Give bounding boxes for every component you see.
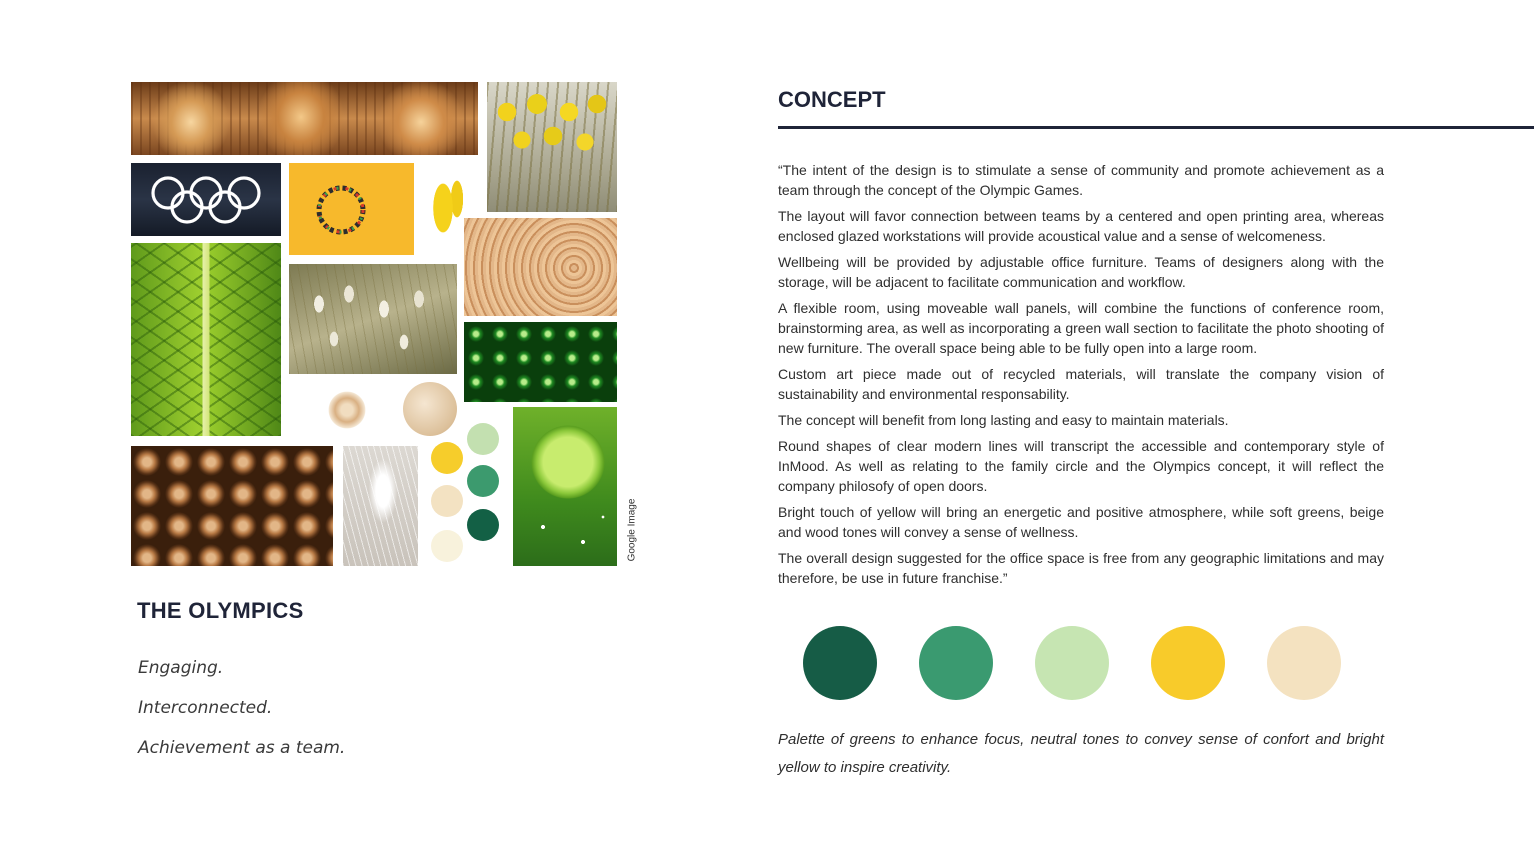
concept-paragraph: A flexible room, using moveable wall panels, will combine the functions of conference room, brainstorming area, as well as incorporating a green wall section to facilitate the photo shooting of new furniture. The overall space being able to be fully open into a large room. [778,300,1384,356]
palette-swatch-green [919,626,993,700]
concept-paragraph: The concept will benefit from long lasting and easy to maintain materials. [778,412,1229,428]
tagline-achievement: Achievement as a team. [138,738,346,758]
image-credit: Google Image [626,498,638,562]
green-leaf-photo [131,243,281,436]
palette-swatch-beige [1267,626,1341,700]
moodboard-dot [431,485,463,517]
moodboard-dot [467,509,499,541]
moodboard-dot [431,530,463,562]
concept-paragraph: Wellbeing will be provided by adjustable office furniture. Teams of designers along with the storage, will be adjacent to facilitate communication and workflow. [778,254,1384,290]
green-bottles-photo [464,322,617,402]
moodboard-dot [467,423,499,455]
title-divider [778,126,1534,129]
tagline-interconnected: Interconnected. [138,698,273,718]
lime-slice-photo [513,407,617,566]
painted-circle-art-photo [289,163,414,255]
wooden-lamps-photo [131,82,478,155]
concept-paragraph: Bright touch of yellow will bring an energetic and positive atmosphere, while soft greens, beige and wood tones will convey a sense of wellness. [778,504,1384,540]
concept-paragraph: Custom art piece made out of recycled materials, will translate the company vision of sustainability and environmental responsability. [778,366,1384,402]
palette-swatch-light-green [1035,626,1109,700]
olympics-title: THE OLYMPICS [137,598,304,623]
moodboard-dot [467,465,499,497]
palette-swatch-yellow [1151,626,1225,700]
wood-rings-photo [464,218,617,316]
bunny-tail-grass-photo [289,264,457,374]
pampas-grass-photo [343,446,418,566]
tagline-engaging: Engaging. [138,658,224,678]
concept-paragraph: The layout will favor connection between teams by a centered and open printing area, whereas enclosed glazed workstations will provide acoustical value and a sense of welcomeness. [778,208,1384,244]
wood-shavings-photo [289,378,397,440]
stacked-logs-photo [131,446,333,566]
wooden-bowl-photo [403,382,457,436]
moodboard-dot [431,442,463,474]
concept-paragraph: “The intent of the design is to stimulate a sense of community and promote achievement as a team through the concept of the Olympic Games. [778,162,1384,198]
concept-title: CONCEPT [778,87,886,112]
palette-swatch-dark-green [803,626,877,700]
concept-paragraph: The overall design suggested for the office space is free from any geographic limitations and may therefore, be use in future franchise.” [778,550,1384,586]
concept-paragraph: Round shapes of clear modern lines will transcript the accessible and contemporary style of InMood. As well as relating to the family circle and the Olympics concept, it will reflect the company philosofy of open doors. [778,438,1384,494]
yellow-flowers-photo [487,82,617,212]
painted-ring-icon [289,163,414,255]
palette-caption: Palette of greens to enhance focus, neutral tones to convey sense of confort and bright yellow to inspire creativity. [778,731,1384,776]
olympic-rings-photo [131,163,281,236]
concept-body [778,160,1384,594]
olympic-rings-icon [131,163,281,236]
